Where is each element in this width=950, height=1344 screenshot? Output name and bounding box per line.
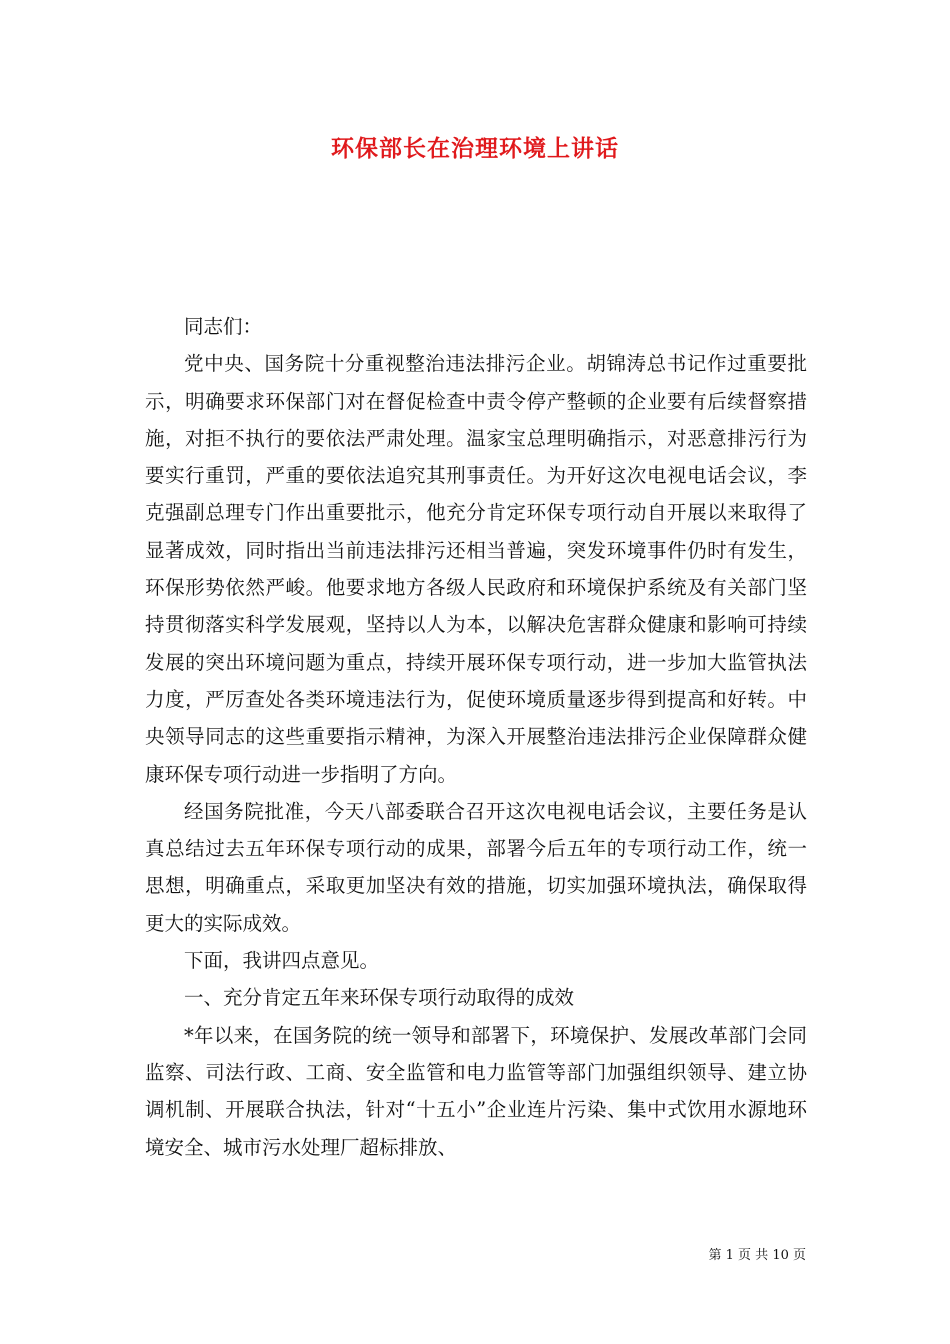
body-paragraph: 经国务院批准，今天八部委联合召开这次电视电话会议，主要任务是认真总结过去五年环保专项行动的成果，部署今后五年的专项行动工作，统一思想，明确重点，采取更加坚决有效的措施，切实加强环境执法，确保取得更大的实际成效。 [145, 799, 807, 935]
salutation-paragraph: 同志们： [184, 315, 263, 338]
document-title: 环保部长在治理环境上讲话 [331, 135, 619, 162]
body-paragraph: 党中央、国务院十分重视整治违法排污企业。胡锦涛总书记作过重要批示，明确要求环保部门对在督促检查中责令停产整顿的企业要有后续督察措施，对拒不执行的要依法严肃处理。温家宝总理明确指示，对恶意排污行为要实行重罚，严重的要依法追究其刑事责任。为开好这次电视电话会议，李克强副总理专门作出重要批示，他充分肯定环保专项行动自开展以来取得了显著成效，同时指出当前违法排污还相当普遍，突发环境事件仍时有发生，环保形势依然严峻。他要求地方各级人民政府和环境保护系统及有关部门坚持贯彻落实科学发展观，坚持以人为本，以解决危害群众健康和影响可持续发展的突出环境问题为重点，持续开展环保专项行动，进一步加大监管执法力度，严厉查处各类环境违法行为，促使环境质量逐步得到提高和好转。中央领导同志的这些重要指示精神，为深入开展整治违法排污企业保障群众健康环保专项行动进一步指明了方向。 [145, 352, 807, 786]
body-paragraph: *年以来，在国务院的统一领导和部署下，环境保护、发展改革部门会同监察、司法行政、工商、安全监管和电力监管等部门加强组织领导、建立协调机制、开展联合执法，针对“十五小”企业连片污染、集中式饮用水源地环境安全、城市污水处理厂超标排放、 [145, 1023, 807, 1159]
document-body [145, 308, 807, 1166]
body-paragraph: 下面，我讲四点意见。 [184, 949, 380, 973]
section-heading: 一、充分肯定五年来环保专项行动取得的成效 [184, 986, 575, 1010]
page-footer: 第 1 页 共 10 页 [708, 1248, 806, 1263]
